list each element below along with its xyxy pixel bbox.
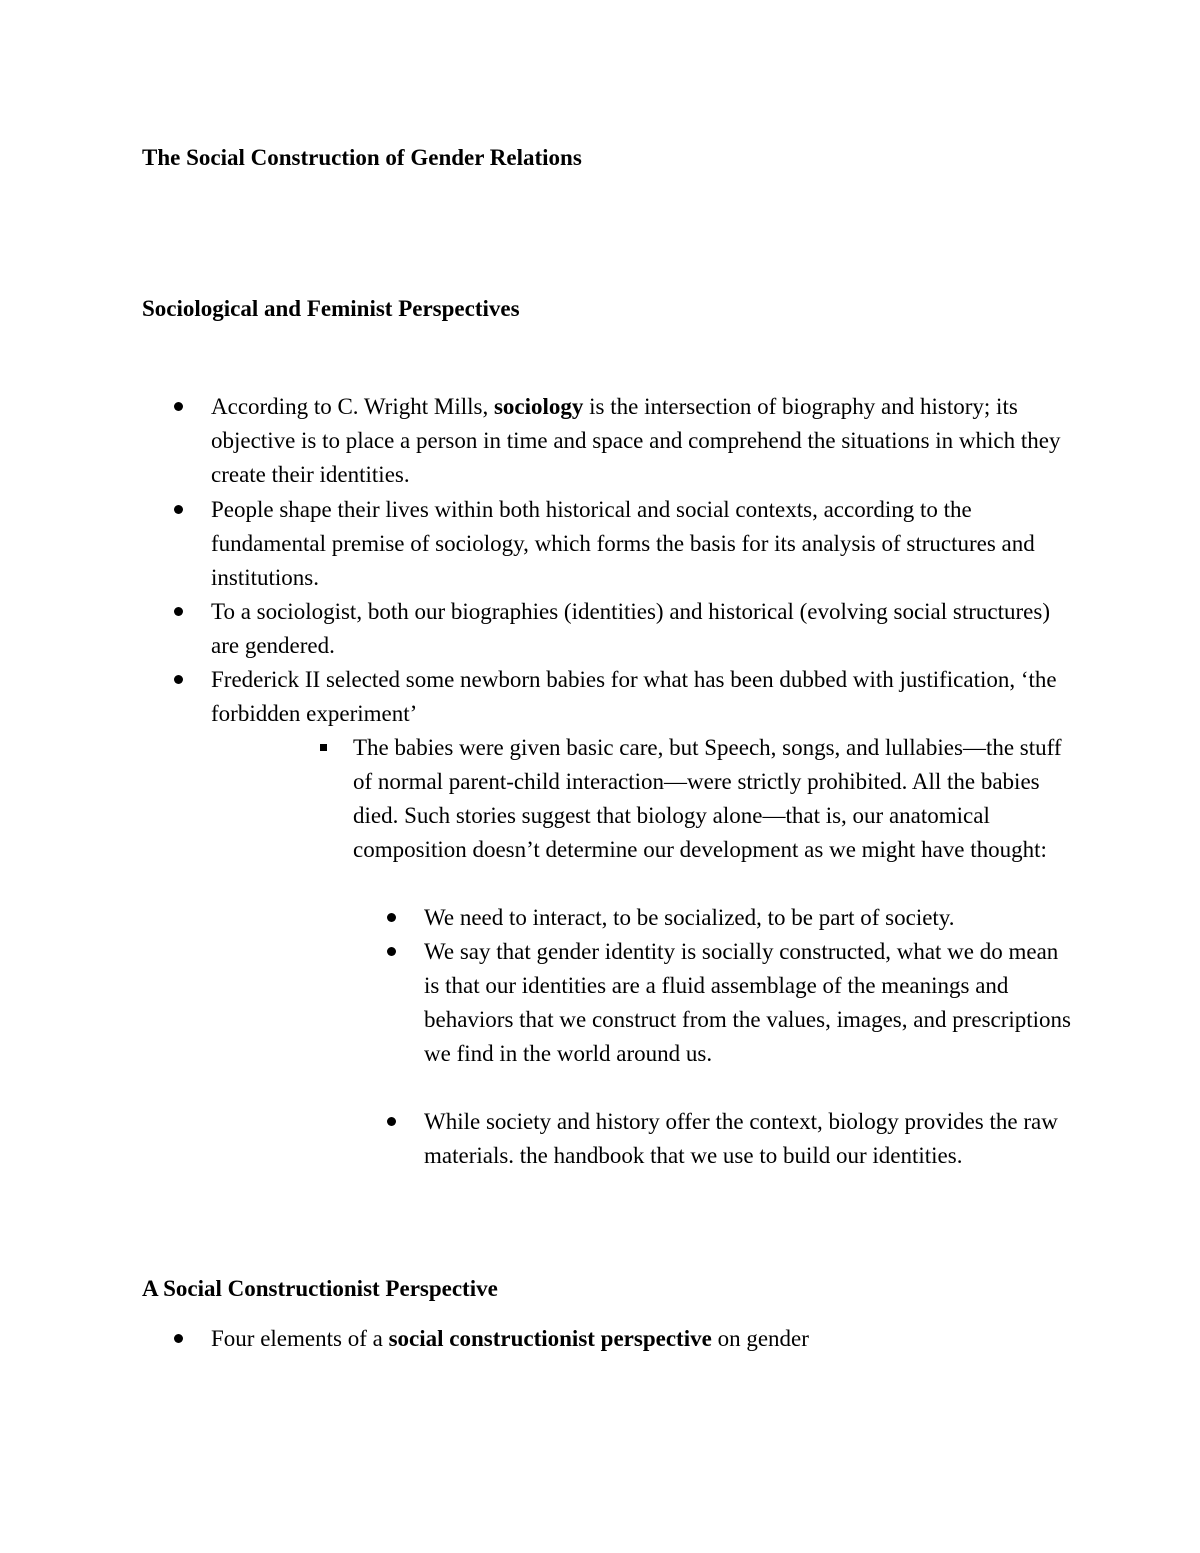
bullet-dot-icon: [387, 1105, 396, 1139]
bullet-dot-icon: [387, 935, 396, 969]
bullet-item: [211, 493, 1071, 595]
bullet-text-post: is the intersection of biography and history; its objective is to place a person in time and space and comprehend the situations in which they create their identities.: [211, 394, 1061, 487]
bullet-text-bold: social constructionist perspective: [388, 1326, 712, 1351]
bullet-dot-icon: [387, 901, 396, 935]
bullet-text-post: on gender: [711, 1326, 809, 1351]
bullet-dot-icon: [174, 390, 183, 424]
bullet-dot-icon: [174, 595, 183, 629]
section-heading-sociological-feminist: Sociological and Feminist Perspectives: [142, 296, 520, 321]
section-heading-social-constructionist: A Social Constructionist Perspective: [142, 1276, 498, 1301]
bullet-text: To a sociologist, both our biographies (identities) and historical (evolving social structures) are gendered.: [211, 599, 1050, 658]
sub-sub-bullet-item: [424, 935, 1072, 1071]
sub-sub-bullet-text: While society and history offer the context, biology provides the raw materials. the handbook that we use to build our identities.: [424, 1109, 1058, 1168]
bullet-item: [211, 663, 1071, 731]
bullet-dot-icon: [174, 663, 183, 697]
bullet-item: [211, 390, 1071, 492]
sub-bullet-item: [353, 731, 1068, 867]
bullet-text-bold: sociology: [493, 394, 584, 419]
bullet-item: [211, 1322, 1071, 1356]
bullet-text-pre: Four elements of a: [211, 1326, 389, 1351]
document-title: The Social Construction of Gender Relations: [142, 145, 582, 170]
bullet-text: People shape their lives within both historical and social contexts, according to the fundamental premise of sociology, which forms the basis for its analysis of structures and institutions.: [211, 497, 1035, 590]
square-bullet-icon: [320, 731, 327, 765]
bullet-text-pre: According to C. Wright Mills,: [211, 394, 494, 419]
sub-sub-bullet-item: [424, 901, 1072, 935]
sub-sub-bullet-text: We need to interact, to be socialized, to be part of society.: [424, 905, 955, 930]
bullet-text: Frederick II selected some newborn babies for what has been dubbed with justification, ‘the forbidden experiment’: [211, 667, 1057, 726]
bullet-item: [211, 595, 1071, 663]
sub-sub-bullet-text: We say that gender identity is socially constructed, what we do mean is that our identities are a fluid assemblage of the meanings and behaviors that we construct from the values, images, and prescriptions we find in the world around us.: [424, 939, 1072, 1066]
bullet-dot-icon: [174, 493, 183, 527]
sub-bullet-text: The babies were given basic care, but Speech, songs, and lullabies—the stuff of normal parent-child interaction—were strictly prohibited. All the babies died. Such stories suggest that biology alone—that is, our anatomical composition doesn’t determine our development as we might have thought:: [353, 735, 1062, 862]
bullet-dot-icon: [174, 1322, 183, 1356]
sub-sub-bullet-item: [424, 1105, 1072, 1173]
